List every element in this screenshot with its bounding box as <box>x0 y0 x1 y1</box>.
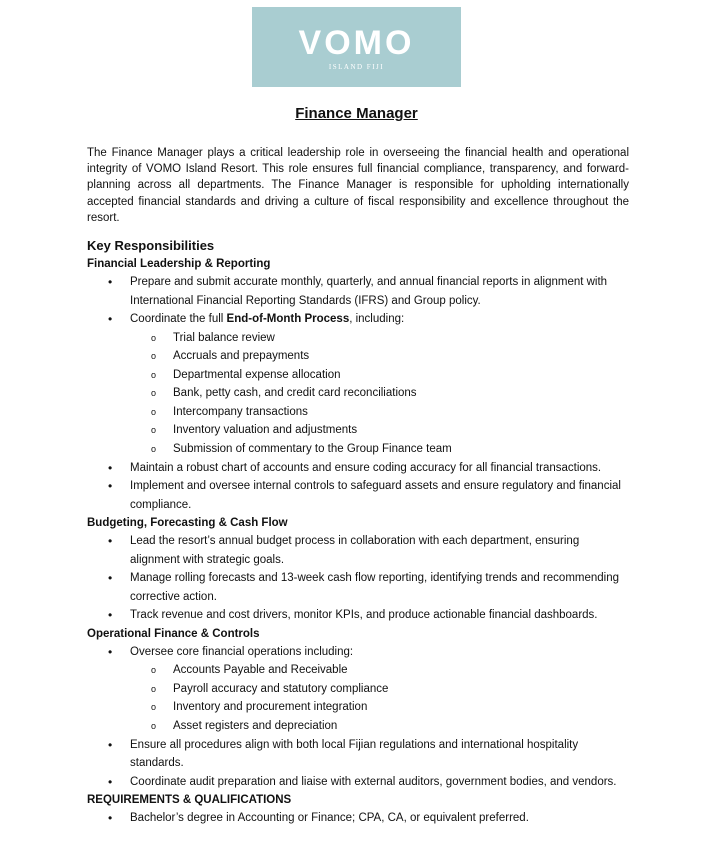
sub-list-item: o Accounts Payable and Receivable <box>130 661 632 680</box>
sub-list-item: o Inventory and procurement integration <box>130 698 632 717</box>
logo-wordmark: VOMO <box>298 24 415 62</box>
list-item <box>87 310 632 459</box>
sub-list-item: o Inventory valuation and adjustments <box>130 421 632 440</box>
key-responsibilities-heading: Key Responsibilities <box>87 238 215 253</box>
financial-leadership-list <box>87 273 632 514</box>
sub-list-item: o Departmental expense allocation <box>130 366 632 385</box>
vomo-logo <box>252 7 461 87</box>
budgeting-list <box>87 532 632 625</box>
sub-list-item: o Submission of commentary to the Group Finance team <box>130 440 632 459</box>
requirements-list <box>87 809 632 828</box>
list-item-text: Oversee core financial operations including: <box>130 645 354 658</box>
logo-subtitle: ISLAND FIJI <box>328 63 385 71</box>
list-item: • Bachelor’s degree in Accounting or Finance; CPA, CA, or equivalent preferred. <box>87 809 632 828</box>
sub-list-item: o Accruals and prepayments <box>130 347 632 366</box>
list-item: • Prepare and submit accurate monthly, quarterly, and annual financial reports in alignment with International Financial Reporting Standards (IFRS) and Group policy. <box>87 273 632 310</box>
end-of-month-sublist <box>130 329 632 459</box>
list-item: • Coordinate audit preparation and liaise with external auditors, government bodies, and vendors. <box>87 773 632 792</box>
list-item-text: Coordinate the full <box>130 313 227 325</box>
list-item: • Ensure all procedures align with both local Fijian regulations and international hospitality standards. <box>87 736 632 773</box>
list-item: • Implement and oversee internal controls to safeguard assets and ensure regulatory and financial compliance. <box>87 477 632 514</box>
core-operations-sublist <box>130 661 632 735</box>
operational-finance-list <box>87 643 632 791</box>
requirements-heading: REQUIREMENTS & QUALIFICATIONS <box>87 794 292 807</box>
document-body <box>87 237 632 828</box>
end-of-month-emphasis: End-of-Month Process <box>226 313 350 325</box>
list-item <box>87 643 632 736</box>
operational-finance-heading: Operational Finance & Controls <box>87 627 260 640</box>
budgeting-heading: Budgeting, Forecasting & Cash Flow <box>87 517 288 530</box>
list-item: • Manage rolling forecasts and 13-week cash flow reporting, identifying trends and recommending corrective action. <box>87 569 632 606</box>
page-title: Finance Manager <box>295 105 418 122</box>
list-item: • Lead the resort’s annual budget process in collaboration with each department, ensuring alignment with strategic goals. <box>87 532 632 569</box>
sub-list-item: o Intercompany transactions <box>130 403 632 422</box>
list-item: • Track revenue and cost drivers, monitor KPIs, and produce actionable financial dashboards. <box>87 606 632 625</box>
sub-list-item: o Asset registers and depreciation <box>130 717 632 736</box>
list-item: • Maintain a robust chart of accounts and ensure coding accuracy for all financial transactions. <box>87 459 632 478</box>
intro-paragraph: The Finance Manager plays a critical leadership role in overseeing the financial health and operational integrity of VOMO Island Resort. This role ensures full financial compliance, transparency, and forward-planning across all departments. The Finance Manager is responsible for upholding internationally accepted financial standards and driving a culture of fiscal responsibility and excellence throughout the resort. <box>87 147 629 224</box>
sub-list-item: o Trial balance review <box>130 329 632 348</box>
sub-list-item: o Bank, petty cash, and credit card reconciliations <box>130 384 632 403</box>
financial-leadership-heading: Financial Leadership & Reporting <box>87 258 271 270</box>
sub-list-item: o Payroll accuracy and statutory compliance <box>130 680 632 699</box>
list-item-text: , including: <box>349 313 405 325</box>
